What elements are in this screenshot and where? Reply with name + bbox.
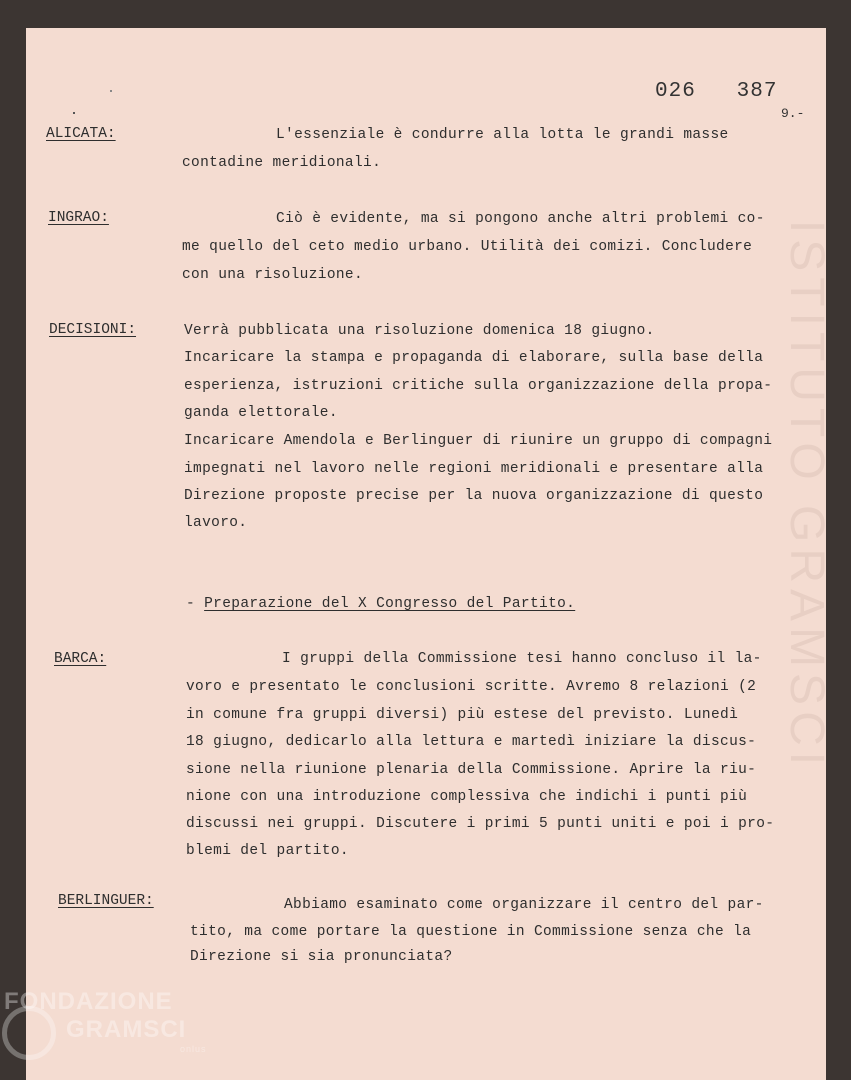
document-page xyxy=(26,28,834,1080)
speaker-decisioni: DECISIONI: xyxy=(49,322,137,338)
ink-speck xyxy=(73,112,75,114)
page-number: 9.- xyxy=(781,106,805,121)
text-line: 18 giugno, dedicarlo alla lettura e martedì iniziare la discus- xyxy=(186,734,757,750)
speaker-ingrao: INGRAO: xyxy=(48,210,109,226)
text-line: ganda elettorale. xyxy=(184,405,338,421)
watermark-line3: onlus xyxy=(180,1044,207,1054)
text-line: impegnati nel lavoro nelle regioni meridionali e presentare alla xyxy=(184,461,764,477)
fondazione-gramsci-watermark xyxy=(4,988,207,1054)
text-line: discussi nei gruppi. Discutere i primi 5 punti uniti e poi i pro- xyxy=(186,816,775,832)
text-line: nione con una introduzione complessiva che indichi i punti più xyxy=(186,789,748,805)
section-dash: - xyxy=(186,596,205,612)
text-line: con una risoluzione. xyxy=(182,267,364,283)
text-line: blemi del partito. xyxy=(186,843,349,859)
watermark-line1: FONDAZIONE xyxy=(4,988,173,1015)
text-line: voro e presentato le conclusioni scritte. Avremo 8 relazioni (2 xyxy=(186,679,757,695)
text-line: in comune fra gruppi diversi) più estese del previsto. Lunedì xyxy=(186,707,739,723)
text-line: Verrà pubblicata una risoluzione domenica 18 giugno. xyxy=(184,323,655,339)
speaker-berlinguer: BERLINGUER: xyxy=(58,893,154,909)
text-line: Abbiamo esaminato come organizzare il centro del par- xyxy=(284,897,764,913)
speaker-alicata: ALICATA: xyxy=(46,126,116,142)
text-line: Direzione proposte precise per la nuova organizzazione di questo xyxy=(184,488,764,504)
text-line: sione nella riunione plenaria della Commissione. Aprire la riu- xyxy=(186,762,757,778)
section-heading xyxy=(186,597,575,612)
text-line: Ciò è evidente, ma si pongono anche altri problemi co- xyxy=(276,211,765,227)
text-line: Incaricare Amendola e Berlinguer di riunire un gruppo di compagni xyxy=(184,433,773,449)
watermark-line2: GRAMSCI xyxy=(66,1016,187,1043)
text-line: contadine meridionali. xyxy=(182,155,382,171)
speaker-barca: BARCA: xyxy=(54,651,107,667)
section-title: Preparazione del X Congresso del Partito. xyxy=(204,596,576,612)
ink-speck xyxy=(110,90,112,92)
text-line: Incaricare la stampa e propaganda di elaborare, sulla base della xyxy=(184,350,764,366)
text-line: L'essenziale è condurre alla lotta le grandi masse xyxy=(276,127,729,143)
text-line: I gruppi della Commissione tesi hanno concluso il la- xyxy=(282,651,762,667)
text-line: lavoro. xyxy=(184,515,248,531)
archive-number: 026 387 xyxy=(655,80,778,103)
text-line: me quello del ceto medio urbano. Utilità dei comizi. Concludere xyxy=(182,239,753,255)
text-line: Direzione si sia pronunciata? xyxy=(190,949,453,965)
text-line: tito, ma come portare la questione in Commissione senza che la xyxy=(190,924,752,940)
text-line: esperienza, istruzioni critiche sulla organizzazione della propa- xyxy=(184,378,773,394)
gramsci-logo-icon xyxy=(2,1006,56,1060)
faded-stamp: ISTITUTO GRAMSCI xyxy=(780,219,834,772)
